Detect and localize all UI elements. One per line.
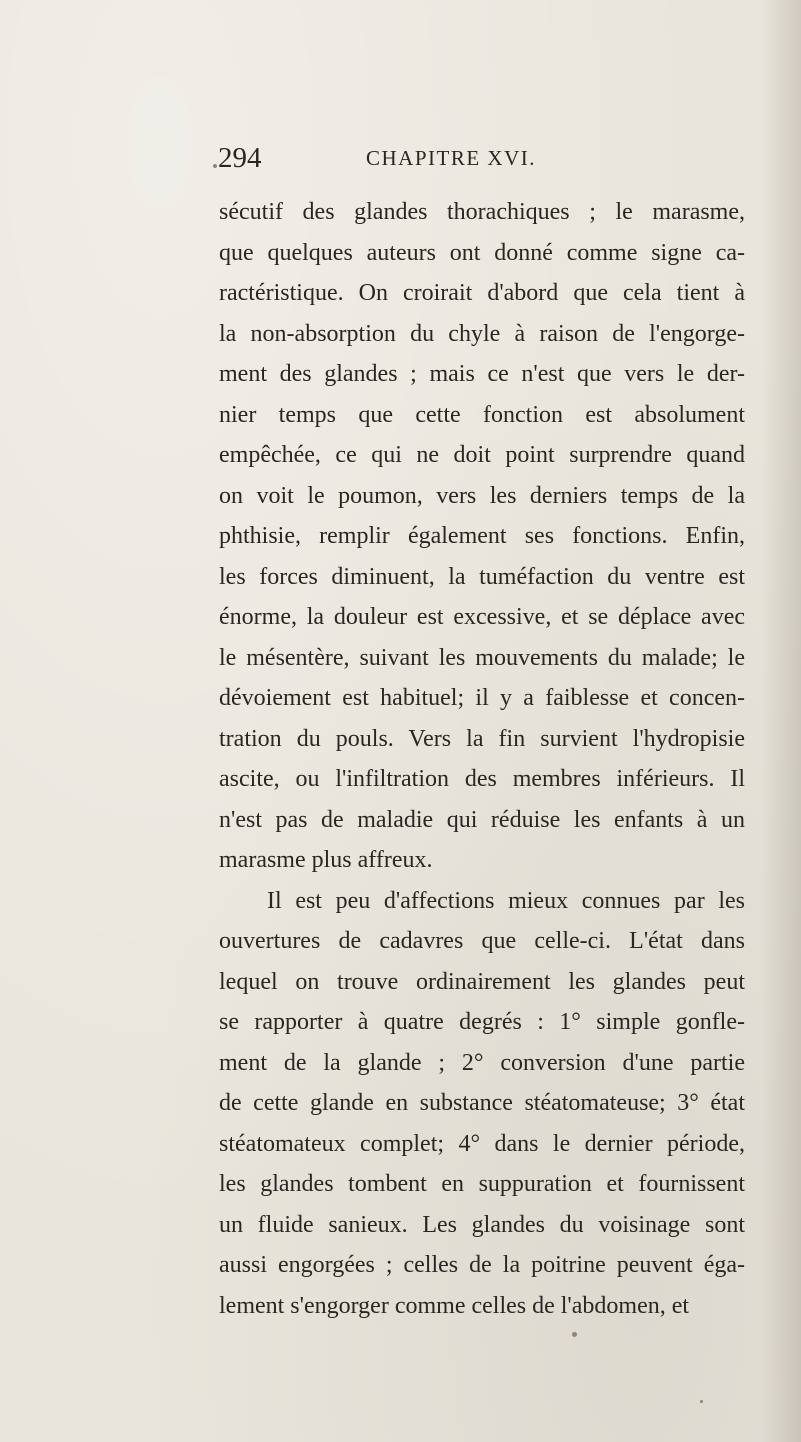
- text-line: stéatomateux complet; 4° dans le dernier période,: [219, 1130, 745, 1157]
- text-line: sécutif des glandes thorachiques ; le marasme,: [219, 199, 745, 225]
- text-line: la non-absorption du chyle à raison de l'engorge-: [219, 320, 745, 347]
- page-edge-shadow: [761, 0, 801, 1442]
- text-line: phthisie, remplir également ses fonctions. Enfin,: [219, 523, 745, 549]
- text-line: n'est pas de maladie qui réduise les enfants à un: [219, 806, 745, 833]
- paper-speck: [700, 1400, 703, 1403]
- text-line: se rapporter à quatre degrés : 1° simple gonfle-: [219, 1009, 745, 1035]
- text-line: marasme plus affreux.: [219, 847, 433, 873]
- paper-speck: [572, 1332, 577, 1337]
- text-line: ment des glandes ; mais ce n'est que vers le der-: [219, 361, 745, 387]
- text-line: un fluide sanieux. Les glandes du voisinage sont: [219, 1211, 745, 1238]
- body-text: [219, 192, 745, 1326]
- paragraph-first-line: Il est peu d'affections mieux connues par les: [267, 887, 745, 914]
- text-line: ouvertures de cadavres que celle-ci. L'état dans: [219, 928, 745, 954]
- text-line: aussi engorgées ; celles de la poitrine peuvent éga-: [219, 1252, 745, 1278]
- text-line: nier temps que cette fonction est absolument: [219, 401, 745, 428]
- text-line: ractéristique. On croirait d'abord que cela tient à: [219, 280, 745, 306]
- text-line: de cette glande en substance stéatomateuse; 3° état: [219, 1090, 745, 1116]
- paper-speck: [213, 164, 217, 168]
- chapter-title: CHAPITRE XVI.: [366, 146, 536, 170]
- text-line: empêchée, ce qui ne doit point surprendre quand: [219, 442, 745, 468]
- text-line: ment de la glande ; 2° conversion d'une partie: [219, 1049, 745, 1076]
- text-line: tration du pouls. Vers la fin survient l'hydropisie: [219, 725, 745, 752]
- text-line: lequel on trouve ordinairement les glandes peut: [219, 968, 745, 995]
- text-line: le mésentère, suivant les mouvements du malade; le: [219, 644, 745, 671]
- text-line: dévoiement est habituel; il y a faiblesse et concen-: [219, 685, 745, 711]
- text-line: ascite, ou l'infiltration des membres inférieurs. Il: [219, 766, 745, 792]
- text-line: énorme, la douleur est excessive, et se déplace avec: [219, 604, 745, 630]
- text-line: les glandes tombent en suppuration et fournissent: [219, 1171, 745, 1197]
- text-line: que quelques auteurs ont donné comme signe ca-: [219, 239, 745, 266]
- text-line: on voit le poumon, vers les derniers temps de la: [219, 482, 745, 509]
- page-number: 294: [218, 142, 262, 174]
- text-line: les forces diminuent, la tuméfaction du ventre est: [219, 563, 745, 590]
- text-line: lement s'engorger comme celles de l'abdomen, et: [219, 1292, 690, 1319]
- running-head: [218, 142, 738, 178]
